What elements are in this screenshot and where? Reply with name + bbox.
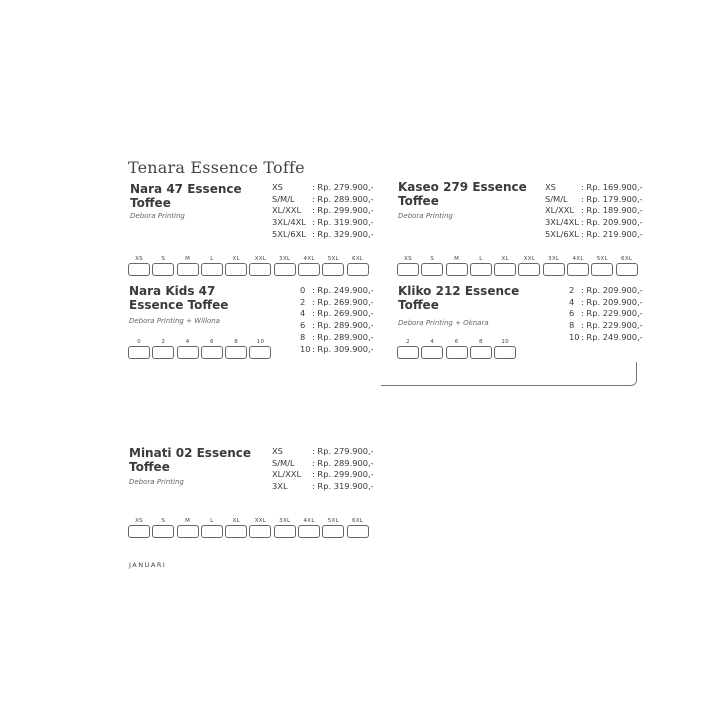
size-option[interactable]: M (177, 255, 199, 276)
price-table (272, 446, 374, 493)
price-row: S/M/L : Rp. 289.900,- (272, 193, 374, 204)
size-checkbox[interactable] (249, 525, 271, 538)
size-option[interactable]: 8 (225, 338, 247, 359)
price-row: 5XL/6XL : Rp. 219.900,- (545, 228, 643, 239)
size-option[interactable]: M (177, 517, 199, 538)
size-checkbox[interactable] (177, 525, 199, 538)
size-option[interactable]: S (152, 517, 174, 538)
size-option[interactable]: 2 (397, 338, 419, 359)
size-checkbox[interactable] (397, 263, 419, 276)
size-option[interactable]: 6XL (616, 255, 638, 276)
price-row: 2 : Rp. 269.900,- (300, 296, 374, 307)
size-option[interactable]: XL (494, 255, 516, 276)
price-row: XS : Rp. 279.900,- (272, 182, 374, 192)
size-checkbox[interactable] (347, 263, 369, 276)
size-checkbox[interactable] (470, 263, 492, 276)
size-checkbox[interactable] (446, 346, 468, 359)
product-subtitle: Debora Printing (129, 478, 184, 486)
price-row: 4 : Rp. 269.900,- (300, 308, 374, 319)
size-option[interactable]: 6 (446, 338, 468, 359)
size-option[interactable]: 3XL (543, 255, 565, 276)
product-name: Kliko 212 Essence Toffee (398, 284, 520, 312)
price-row: XS : Rp. 279.900,- (272, 446, 374, 456)
size-checkbox[interactable] (128, 263, 150, 276)
size-checkbox[interactable] (225, 346, 247, 359)
product-subtitle: Debora Printing + Oknara (398, 319, 489, 327)
size-option[interactable]: XS (397, 255, 419, 276)
size-checkbox[interactable] (152, 263, 174, 276)
size-option[interactable]: 4XL (298, 255, 320, 276)
price-row: XL/XXL : Rp. 299.900,- (272, 469, 374, 480)
size-selector (128, 255, 371, 276)
price-table (272, 182, 374, 241)
size-option[interactable]: 10 (249, 338, 271, 359)
size-checkbox[interactable] (201, 263, 223, 276)
size-option[interactable]: 6 (201, 338, 223, 359)
size-option[interactable]: 3XL (274, 255, 296, 276)
size-checkbox[interactable] (298, 263, 320, 276)
product-subtitle: Debora Printing (130, 212, 185, 220)
size-option[interactable]: XXL (518, 255, 540, 276)
size-option[interactable]: 0 (128, 338, 150, 359)
price-row: 6 : Rp. 229.900,- (569, 308, 643, 319)
size-checkbox[interactable] (567, 263, 589, 276)
section-divider-frame (381, 362, 637, 386)
size-option[interactable]: XL (225, 255, 247, 276)
price-row: 3XL : Rp. 319.900,- (272, 481, 374, 492)
size-option[interactable]: 6XL (347, 517, 369, 538)
size-option[interactable]: L (201, 517, 223, 538)
size-checkbox[interactable] (201, 346, 223, 359)
price-row: 10 : Rp. 249.900,- (569, 331, 643, 342)
size-checkbox[interactable] (177, 263, 199, 276)
size-option[interactable]: XXL (249, 517, 271, 538)
size-option[interactable]: S (152, 255, 174, 276)
size-selector (397, 255, 640, 276)
size-checkbox[interactable] (128, 346, 150, 359)
size-checkbox[interactable] (152, 346, 174, 359)
size-checkbox[interactable] (298, 525, 320, 538)
price-row: S/M/L : Rp. 289.900,- (272, 457, 374, 468)
size-checkbox[interactable] (274, 525, 296, 538)
size-checkbox[interactable] (494, 263, 516, 276)
size-checkbox[interactable] (616, 263, 638, 276)
size-selector (128, 338, 274, 359)
price-row: XL/XXL : Rp. 189.900,- (545, 205, 643, 216)
size-checkbox[interactable] (274, 263, 296, 276)
size-option[interactable]: L (201, 255, 223, 276)
price-row: 8 : Rp. 229.900,- (569, 320, 643, 331)
size-checkbox[interactable] (249, 346, 271, 359)
size-checkbox[interactable] (397, 346, 419, 359)
size-option[interactable]: 5XL (322, 255, 344, 276)
size-checkbox[interactable] (494, 346, 516, 359)
size-checkbox[interactable] (152, 525, 174, 538)
price-row: XS : Rp. 169.900,- (545, 182, 643, 192)
size-checkbox[interactable] (421, 263, 443, 276)
size-option[interactable]: 10 (494, 338, 516, 359)
size-checkbox[interactable] (322, 525, 344, 538)
price-table (569, 285, 643, 344)
size-option[interactable]: 8 (470, 338, 492, 359)
size-option[interactable]: 5XL (591, 255, 613, 276)
footer-month-label: JANUARI (129, 561, 167, 569)
size-option[interactable]: XS (128, 517, 150, 538)
size-option[interactable]: M (446, 255, 468, 276)
size-option[interactable]: XS (128, 255, 150, 276)
size-checkbox[interactable] (470, 346, 492, 359)
size-checkbox[interactable] (347, 525, 369, 538)
price-row: 6 : Rp. 289.900,- (300, 320, 374, 331)
size-checkbox[interactable] (225, 525, 247, 538)
size-option[interactable]: 2 (152, 338, 174, 359)
size-option[interactable]: 4 (421, 338, 443, 359)
product-subtitle: Debora Printing + Willona (129, 317, 220, 325)
product-card-minati-02 (129, 446, 374, 506)
size-option[interactable]: 4 (177, 338, 199, 359)
size-option[interactable]: 4XL (567, 255, 589, 276)
price-table (300, 285, 374, 355)
price-row: 0 : Rp. 249.900,- (300, 285, 374, 295)
price-row: 4 : Rp. 209.900,- (569, 296, 643, 307)
product-name: Minati 02 Essence Toffee (129, 446, 252, 474)
size-option[interactable]: 4XL (298, 517, 320, 538)
size-option[interactable]: L (470, 255, 492, 276)
size-option[interactable]: S (421, 255, 443, 276)
size-checkbox[interactable] (446, 263, 468, 276)
price-table (545, 182, 643, 241)
product-name: Nara Kids 47 Essence Toffee (129, 284, 229, 312)
price-row: 2 : Rp. 209.900,- (569, 285, 643, 295)
size-option[interactable]: 6XL (347, 255, 369, 276)
price-row: 10 : Rp. 309.900,- (300, 343, 374, 354)
size-checkbox[interactable] (225, 263, 247, 276)
size-selector (128, 517, 371, 538)
product-name: Kaseo 279 Essence Toffee (398, 180, 527, 208)
price-row: 5XL/6XL : Rp. 329.900,- (272, 228, 374, 239)
price-row: 8 : Rp. 289.900,- (300, 331, 374, 342)
size-checkbox[interactable] (543, 263, 565, 276)
size-selector (397, 338, 518, 359)
size-option[interactable]: 3XL (274, 517, 296, 538)
size-option[interactable]: 5XL (322, 517, 344, 538)
product-subtitle: Debora Printing (398, 212, 453, 220)
size-checkbox[interactable] (177, 346, 199, 359)
price-row: 3XL/4XL : Rp. 319.900,- (272, 217, 374, 228)
price-row: S/M/L : Rp. 179.900,- (545, 193, 643, 204)
price-row: 3XL/4XL : Rp. 209.900,- (545, 217, 643, 228)
size-checkbox[interactable] (591, 263, 613, 276)
size-checkbox[interactable] (128, 525, 150, 538)
price-row: XL/XXL : Rp. 299.900,- (272, 205, 374, 216)
size-option[interactable]: XL (225, 517, 247, 538)
size-checkbox[interactable] (421, 346, 443, 359)
size-checkbox[interactable] (322, 263, 344, 276)
page-title: Tenara Essence Toffe (128, 158, 305, 177)
product-name: Nara 47 Essence Toffee (130, 182, 242, 210)
size-option[interactable]: XXL (249, 255, 271, 276)
size-checkbox[interactable] (201, 525, 223, 538)
size-checkbox[interactable] (249, 263, 271, 276)
size-checkbox[interactable] (518, 263, 540, 276)
